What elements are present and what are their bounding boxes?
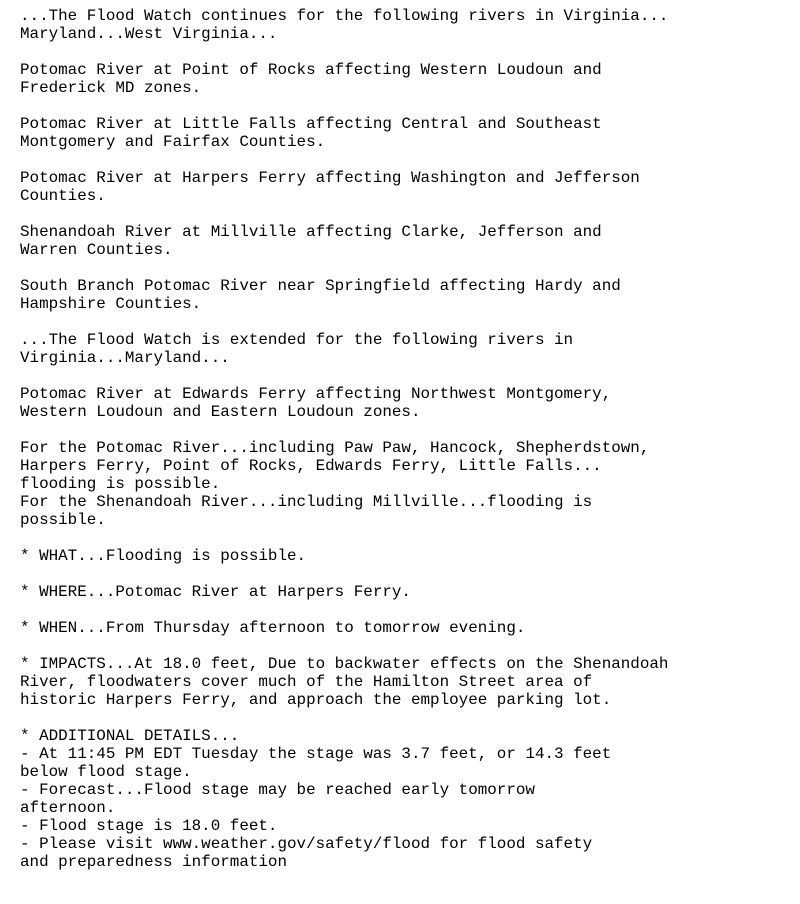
bulletin-line: Potomac River at Little Falls affecting Central and Southeast [20, 115, 602, 133]
bulletin-line [20, 565, 668, 583]
bulletin-line: * ADDITIONAL DETAILS... [20, 727, 240, 745]
bulletin-line [20, 259, 668, 277]
bulletin-line: For the Potomac River...including Paw Paw, Hancock, Shepherdstown, [20, 439, 650, 457]
bulletin-line: Potomac River at Edwards Ferry affecting Northwest Montgomery, [20, 385, 612, 403]
bulletin-line: - At 11:45 PM EDT Tuesday the stage was 3.7 feet, or 14.3 feet [20, 745, 612, 763]
bulletin-line: * IMPACTS...At 18.0 feet, Due to backwater effects on the Shenandoah [20, 655, 669, 673]
bulletin-line: below flood stage. [20, 763, 192, 781]
bulletin-line: Warren Counties. [20, 241, 173, 259]
bulletin-line: Montgomery and Fairfax Counties. [20, 133, 326, 151]
bulletin-line: and preparedness information [20, 853, 288, 871]
bulletin-line: * WHEN...From Thursday afternoon to tomorrow evening. [20, 619, 526, 637]
bulletin-line: Frederick MD zones. [20, 79, 202, 97]
bulletin-line [20, 709, 668, 727]
bulletin-line: Hampshire Counties. [20, 295, 202, 313]
bulletin-line: * WHERE...Potomac River at Harpers Ferry. [20, 583, 411, 601]
bulletin-line: Maryland...West Virginia... [20, 25, 278, 43]
bulletin-line: For the Shenandoah River...including Millville...flooding is [20, 493, 593, 511]
bulletin-line: flooding is possible. [20, 475, 221, 493]
bulletin-line: - Forecast...Flood stage may be reached early tomorrow [20, 781, 535, 799]
bulletin-line: possible. [20, 511, 106, 529]
bulletin-line: Potomac River at Point of Rocks affecting Western Loudoun and [20, 61, 602, 79]
bulletin-line [20, 637, 668, 655]
bulletin-line: Counties. [20, 187, 106, 205]
flood-watch-bulletin [20, 7, 668, 871]
bulletin-line: - Please visit www.weather.gov/safety/flood for flood safety [20, 835, 593, 853]
bulletin-line: River, floodwaters cover much of the Hamilton Street area of [20, 673, 593, 691]
bulletin-line [20, 43, 668, 61]
bulletin-line: South Branch Potomac River near Springfield affecting Hardy and [20, 277, 621, 295]
bulletin-line: ...The Flood Watch is extended for the following rivers in [20, 331, 574, 349]
bulletin-line [20, 97, 668, 115]
bulletin-line: Potomac River at Harpers Ferry affecting Washington and Jefferson [20, 169, 640, 187]
bulletin-line: Shenandoah River at Millville affecting Clarke, Jefferson and [20, 223, 602, 241]
bulletin-line: historic Harpers Ferry, and approach the employee parking lot. [20, 691, 612, 709]
bulletin-line [20, 313, 668, 331]
bulletin-line [20, 205, 668, 223]
bulletin-line: Harpers Ferry, Point of Rocks, Edwards Ferry, Little Falls... [20, 457, 602, 475]
bulletin-line: ...The Flood Watch continues for the following rivers in Virginia... [20, 7, 669, 25]
bulletin-line: * WHAT...Flooding is possible. [20, 547, 307, 565]
bulletin-line: afternoon. [20, 799, 116, 817]
bulletin-line: - Flood stage is 18.0 feet. [20, 817, 278, 835]
bulletin-line: Western Loudoun and Eastern Loudoun zones. [20, 403, 421, 421]
bulletin-line [20, 367, 668, 385]
bulletin-line [20, 529, 668, 547]
bulletin-line: Virginia...Maryland... [20, 349, 230, 367]
bulletin-line [20, 421, 668, 439]
bulletin-line [20, 601, 668, 619]
bulletin-line [20, 151, 668, 169]
